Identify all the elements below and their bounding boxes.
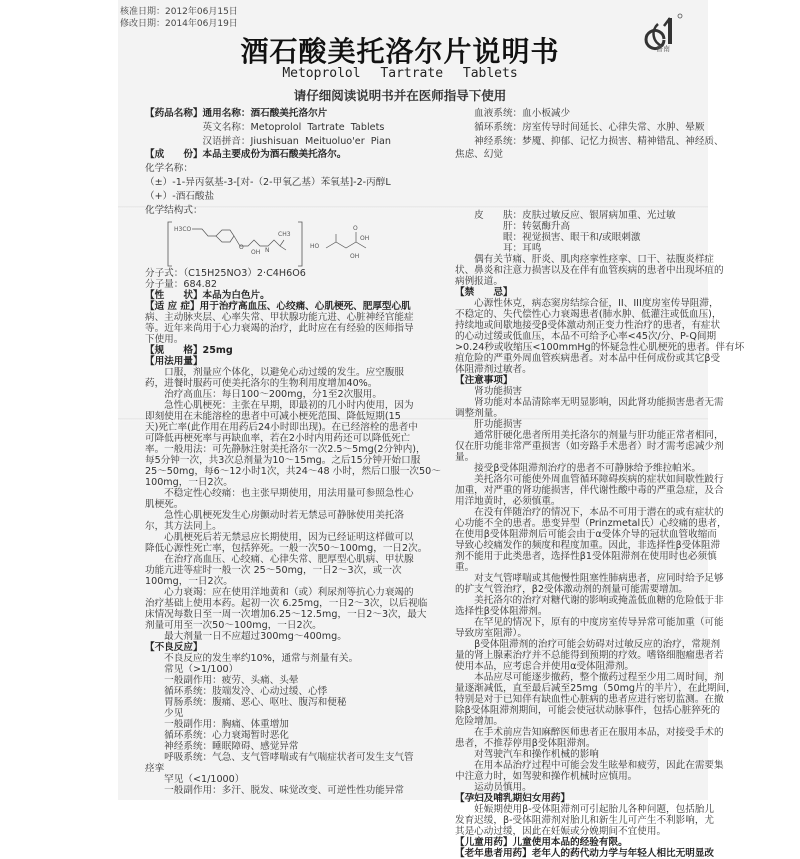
text-line: 发育迟缓，β-受体阻滞剂对胎儿和新生儿可产生不利影响，尤 (455, 815, 715, 826)
text-line: 不良反应的发生率约10%，通常与剂量有关。 (145, 653, 359, 664)
text-line: 下使用。 (145, 334, 184, 345)
text-line: （±）-1-异丙氨基-3-[对-（2-甲氧乙基）苯氧基]-2-丙醇L (145, 176, 391, 188)
text-line: 偶有关节痛、肝炎、肌肉痉挛性痉挛、口干、祛腹炎样症 (455, 254, 715, 265)
text-line: 皮 肤：皮肤过敏反应、银屑病加重、光过敏 (455, 210, 676, 221)
text-line: 妊娠期使用β-受体阻滞剂可引起胎儿各种问题，包括胎儿 (455, 804, 715, 815)
english-title-word: Metoprolol (282, 66, 361, 81)
text-line: 胃肠系统：腹痛、恶心、呕吐、腹泻和便秘 (145, 697, 347, 708)
text-line: 药，进餐时服药可使美托洛尔的生物利用度增加40%。 (145, 378, 378, 389)
section-heading: 【儿童用药】儿童使用本品的经验有限。 (455, 837, 628, 848)
text-line: 用洋地黄时，必须慎重。 (455, 496, 561, 507)
section-heading: 【禁 忌】 (455, 287, 513, 298)
text-line: 急性心肌梗死发生心房颤动时若无禁忌可静脉使用美托洛 (145, 510, 405, 521)
text-line: 本品应尽可能逐步撤药，整个撤药过程至少用二周时间，剂 (455, 672, 724, 683)
text-line: 天)死亡率(此作用在用药后24小时即出现)。在已经溶栓的患者中 (145, 422, 418, 433)
dates (120, 6, 238, 30)
text-line: 口服，剂量应个体化，以避免心动过缓的发生。应空腹服 (145, 367, 405, 378)
text-line: 率。一般用法：可先静脉注射美托洛尔一次2.5～5mg(2分钟内)， (145, 444, 426, 455)
section-heading: 【成 份】本品主要成份为酒石酸美托洛尔。 (145, 149, 347, 161)
text-line: 等。近年来尚用于心力衰竭的治疗，此时应在有经验的医师指导 (145, 323, 414, 334)
section-heading: 【适 应 症】用于治疗高血压、心绞痛、心肌梗死、肥厚型心肌 (145, 301, 411, 312)
text-line: 一般副作用：胸痛、体重增加 (145, 719, 289, 730)
chemical-structure (160, 218, 400, 270)
section-heading: 【性 状】本品为白色片。 (145, 290, 270, 301)
text-line: 重。 (455, 562, 475, 573)
text-line: 治疗高血压：每日100～200mg，分1至2次服用。 (145, 389, 382, 400)
text-line: 呼吸系统：气急、支气管哮喘或有气喘症状者可发生支气管 (145, 752, 414, 763)
text-line: 循环系统：房室传导时间延长、心律失常、水肿、晕厥 (455, 121, 705, 133)
text-line: 血液系统：血小板减少 (455, 108, 571, 119)
text-line: >0.24秒或收缩压<100mmHg的怀疑急性心肌梗死的患者。伴有坏 (455, 342, 745, 353)
text-line: 汉语拼音：Jiushisuan Meituoluo'er Pian (145, 135, 391, 147)
text-line: （+）-酒石酸盐 (145, 190, 215, 202)
text-line: 对支气管哮喘或其他慢性阻塞性肺病患者，应同时给予足够 (455, 573, 724, 584)
text-line: 耳：耳鸣 (455, 243, 542, 254)
text-line: 剂量可用至一次50～100mg，一日2次。 (145, 620, 322, 631)
text-line: 体阻滞剂过敏者。 (455, 364, 532, 375)
text-line: 分子量：684.82 (145, 279, 217, 290)
text-line: 美托洛尔的治疗对糖代谢的影响或掩盖低血糖的危险低于非 (455, 595, 724, 606)
text-line: 仅在肝功能非常严重损害（如旁路手术患者）时才需考虑减少剂 (455, 441, 724, 452)
text-line: 功能亢进等症时一般一次 25～50mg，一日2～3次，或一次 (145, 565, 402, 576)
text-line: 尔，其方法同上。 (145, 521, 222, 532)
approval-date: 核准日期：2012年06月15日 (120, 7, 238, 17)
text-line: 加重，对严重的肾功能损害，伴代谢性酸中毒的严重急症，及合 (455, 485, 724, 496)
text-line: 降低心源性死亡率，包括猝死。一般一次50～100mg，一日2次。 (145, 543, 428, 554)
structure-label: OH (251, 249, 261, 256)
english-title-word: Tablets (462, 66, 518, 81)
structure-label: N (265, 247, 270, 254)
text-line: 一般副作用：疲劳、头痛、头晕 (145, 675, 299, 686)
text-line: 导致房室阻滞）。 (455, 628, 527, 639)
text-line: 特别是对于已知伴有缺血性心脏病的患者应进行密切监测。在撤 (455, 694, 724, 705)
text-line: 心功能不全的患者。患变异型（Prinzmetal氏）心绞痛的患者， (455, 518, 727, 529)
text-line: 量的肾上腺素治疗并不总能得到预期的疗效。嗜铬细胞瘤患者若 (455, 650, 724, 661)
text-line: 调整剂量。 (455, 408, 503, 419)
text-line: 不稳定的、失代偿性心力衰竭患者(肺水肿、低灌注或低血压)， (455, 309, 722, 320)
document-title: 酒石酸美托洛尔片说明书 (240, 35, 560, 68)
text-line: 中注意力时，如驾驶和操作机械时应慎用。 (455, 771, 638, 782)
text-line: 病例报道。 (455, 276, 503, 287)
structure-label: HO (310, 243, 320, 250)
right-column-body (455, 210, 744, 859)
text-line: 除β受体阻滞剂期间，可能会使冠状动脉事件，包括心脏猝死的 (455, 705, 721, 716)
text-line: 肝：转氨酶升高 (455, 221, 571, 232)
text-line: 急性心肌梗死：主张在早期，即最初的几小时内使用，因为 (145, 400, 414, 411)
text-line: 在手术前应告知麻醉医师患者正在服用本品，对接受手术的 (455, 727, 724, 738)
text-line: 病、主动脉夹层、心率失常、甲状腺功能亢进、心脏神经官能症 (145, 312, 414, 323)
text-line: 的扩支气管治疗，β2受体激动剂的剂量可能需要增加。 (455, 584, 688, 595)
text-line: 少见 (145, 708, 184, 719)
text-line: 可降低再梗死率与再缺血率，若在2小时内用药还可以降低死亡 (145, 433, 411, 444)
text-line: 持续地或间歇地接受β受体激动剂正变力性治疗的患者，有症状 (455, 320, 721, 331)
text-line: 的心动过缓或低血压，本品不可给予心率<45次/分、P-Q间期 (455, 331, 717, 342)
text-line: 100mg，一日2次。 (145, 576, 233, 587)
text-line: 美托洛尔可能使外周血管循环障碍疾病的症状如间歇性跛行 (455, 474, 724, 485)
english-title (0, 66, 800, 81)
text-line: 心源性休克，病态窦房结综合征，II、III度房室传导阻滞， (455, 298, 719, 309)
text-line: 循环系统：肢端发冷、心动过缓、心悸 (145, 686, 328, 697)
text-line: 化学名称： (145, 163, 193, 175)
text-line: 循环系统：心力衰竭暂时恶化 (145, 730, 289, 741)
section-heading: 【老年患者用药】老年人的药代动力学与年轻人相比无明显改 (455, 848, 715, 859)
text-line: 接受β受体阻滞剂治疗的患者不可静脉给予维拉帕米。 (455, 463, 701, 474)
text-line: 在用本品治疗过程中可能会发生眩晕和疲劳，因此在需要集 (455, 760, 724, 771)
structure-label: CH3 (278, 231, 291, 238)
text-line: 导致心绞痛发作的频度和程度加重。因此，非选择性β受体阻滞 (455, 540, 721, 551)
text-line: 治疗基础上使用本药。起初一次 6.25mg，一日2～3次，以后视临 (145, 598, 428, 609)
text-line: 患者，不推荐停用β受体阻滞剂。 (455, 738, 596, 749)
section-heading: 【用法用量】 (145, 356, 203, 367)
text-line: 量。 (455, 452, 475, 463)
structure-label: OH (350, 253, 360, 260)
text-line: 在使用β受体阻滞剂后可能会由于α受体介导的冠状血管收缩而 (455, 529, 717, 540)
structure-label: O (239, 244, 244, 251)
text-line: 状、鼻炎和注意力损害以及在伴有血管疾病的患者中出现坏疽的 (455, 265, 724, 276)
text-line: 罕见（<1/1000） (145, 774, 245, 785)
section-heading: 【不良反应】 (145, 642, 203, 653)
text-line: 运动员慎用。 (455, 782, 532, 793)
text-line: 量逐渐减低，直至最后减至25mg（50mg片的半片），在此期间， (455, 683, 736, 694)
text-line: 危险增加。 (455, 716, 503, 727)
text-line: 最大剂量一日不应超过300mg～400mg。 (145, 631, 347, 642)
text-line: 通常肝硬化患者所用美托洛尔的剂量与肝功能正常者相同， (455, 430, 724, 441)
left-column-header (145, 107, 391, 217)
text-line: 肝功能损害 (455, 419, 523, 430)
text-line: β受体阻滞剂的治疗可能会妨碍对过敏反应的治疗，常规剂 (455, 639, 721, 650)
right-column-header (455, 107, 724, 162)
left-column-body (145, 268, 441, 796)
text-line: 肾功能损害 (455, 386, 523, 397)
text-line: 化学结构式： (145, 204, 203, 216)
text-line: 英文名称：Metoprolol Tartrate Tablets (145, 121, 385, 133)
text-line: 使用本品，应考虑合并使用α受体阻滞剂。 (455, 661, 635, 672)
section-heading: 【规 格】25mg (145, 345, 233, 356)
text-line: 25～50mg，每6～12小时1次，共24～48 小时，然后口服一次50～ (145, 466, 441, 477)
section-heading: 【注意事项】 (455, 375, 513, 386)
text-line: 一般副作用：多汗、脱发、味觉改变、可逆性性功能异常 (145, 785, 405, 796)
text-line: 肾功能对本品清除率无明显影响，因此肾功能损害患者无需 (455, 397, 724, 408)
text-line: 选择性β受体阻滞剂。 (455, 606, 548, 617)
structure-label: O (353, 225, 358, 232)
text-line: 即刻使用在未能溶栓的患者中可减小梗死范围、降低短期(15 (145, 411, 401, 422)
text-line: 在治疗高血压、心绞痛、心律失常、肥厚型心肌病、甲状腺 (145, 554, 414, 565)
text-line: 其是心动过缓，因此在妊娠或分娩期间不宜使用。 (455, 826, 667, 837)
text-line: 焦虑、幻觉 (455, 149, 503, 161)
text-line: 疽危险的严重外周血管疾病患者。对本品中任何成份或其它β受 (455, 353, 721, 364)
text-line: 床情况每数日至一周一次增加6.25～12.5mg，一日2～3次，最大 (145, 609, 427, 620)
logo-text: 鲁南 (656, 45, 670, 53)
text-line: 不稳定性心绞痛：也主张早期使用，用法用量可参照急性心 (145, 488, 414, 499)
text-line: 神经系统：梦魇、抑郁、记忆力损害、精神错乱、神经质、 (455, 135, 724, 147)
text-line: 在没有伴随治疗的情况下，本品不可用于潜在的或有症状的 (455, 507, 724, 518)
text-line: 每5分钟一次，共3次总剂量为10～15mg。之后15分钟开始口服 (145, 455, 421, 466)
text-line: 对驾驶汽车和操作机械的影响 (455, 749, 599, 760)
text-line: 心肌梗死后若无禁忌应长期使用，因为已经证明这样做可以 (145, 532, 414, 543)
text-line: 分子式：（C15H25NO3）2·C4H6O6 (145, 268, 306, 279)
text-line: 痉挛 (145, 763, 165, 774)
structure-label: OH (360, 235, 370, 242)
section-heading: 【药品名称】通用名称：酒石酸美托洛尔片 (145, 108, 328, 119)
revision-date: 修改日期：2014年06月19日 (120, 19, 238, 29)
instruction-subtitle: 请仔细阅读说明书并在医师指导下使用 (293, 88, 507, 103)
structure-label: H3CO (174, 226, 192, 233)
text-line: 剂不能用于此类患者，选择性β1受体阻滞剂在使用时也必须慎 (455, 551, 717, 562)
text-line: 心力衰竭：应在使用洋地黄和（或）利尿剂等抗心力衰竭的 (145, 587, 414, 598)
text-line: 眼：视觉损害、眼干和/或眼刺激 (455, 232, 641, 243)
text-line: 肌梗死。 (145, 499, 184, 510)
english-title-word: Tartrate (380, 66, 444, 81)
text-line: 常见（>1/100） (145, 664, 239, 675)
section-heading: 【孕妇及哺乳期妇女用药】 (455, 793, 571, 804)
text-line: 在罕见的情况下，原有的中度房室传导异常可能加重（可能 (455, 617, 724, 628)
text-line: 100mg，一日2次。 (145, 477, 233, 488)
text-line: 神经系统：睡眠障碍、感觉异常 (145, 741, 299, 752)
